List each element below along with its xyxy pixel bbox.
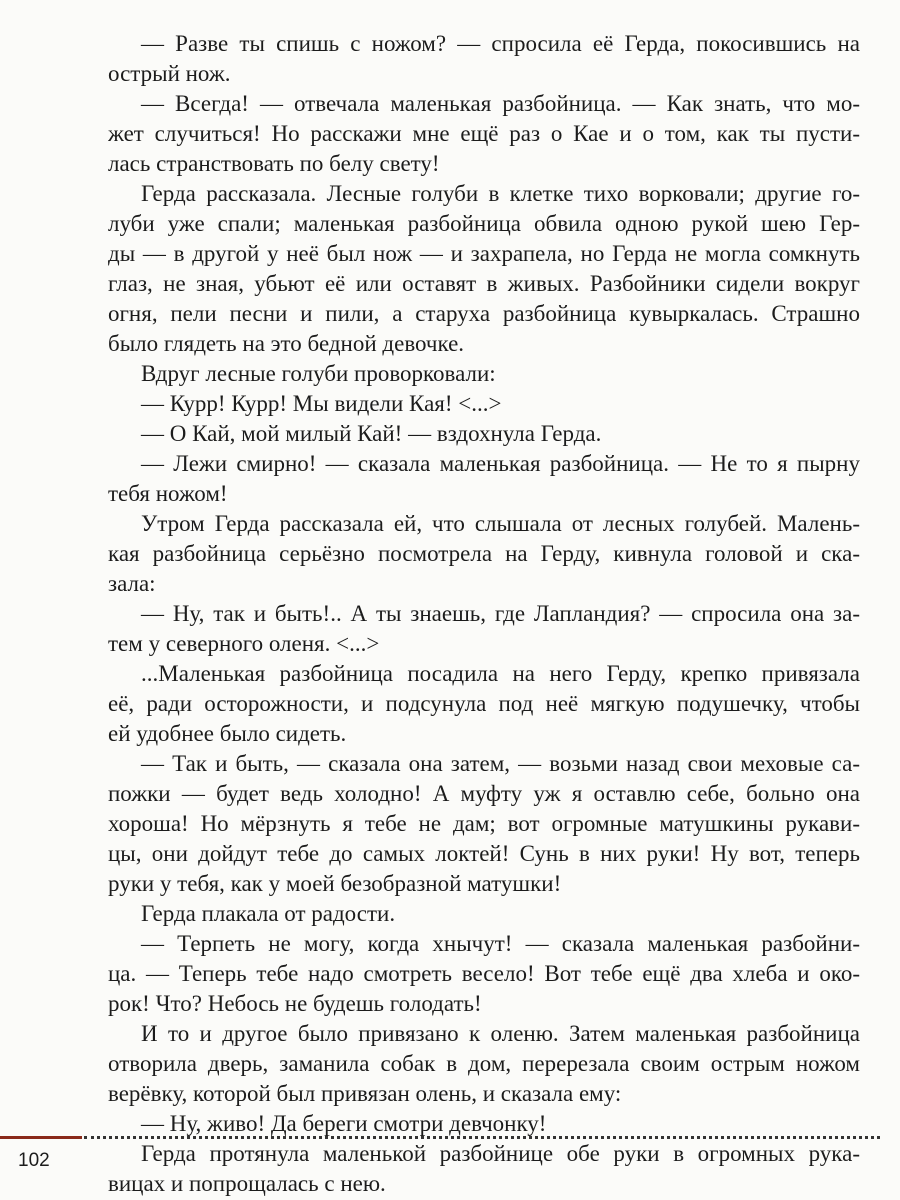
text-line: Герда рассказала. Лесные голуби в клетке тихо ворковали; другие го- [141,181,860,206]
footer-dotted-line [84,1136,880,1139]
text-line: ца. — Теперь тебе надо смотреть весело! Вот тебе ещё два хлеба и око- [108,961,860,986]
text-line: — Так и быть, — сказала она затем, — возьми назад свои меховые са- [141,751,860,776]
text-line: — Всегда! — отвечала маленькая разбойница. — Как знать, что мо- [141,91,860,116]
page-text [108,29,860,1199]
page-number: 102 [18,1150,50,1171]
text-line: — Терпеть не могу, когда хнычут! — сказала маленькая разбойни- [141,931,860,956]
text-line: её, ради осторожности, и подсунула под неё мягкую подушечку, чтобы [108,691,860,716]
text-line: — Курр! Курр! Мы видели Кая! <...> [141,391,502,416]
text-line: огня, пели песни и пили, а старуха разбойница кувыркалась. Страшно [108,301,860,326]
text-line: лась странствовать по белу свету! [108,151,440,176]
text-line: Герда плакала от радости. [141,901,396,926]
footer-divider [0,1136,880,1139]
text-line: руки у тебя, как у моей безобразной матушки! [108,871,562,896]
text-line: — Ну, живо! Да береги смотри девчонку! [141,1111,547,1136]
text-line: тем у северного оленя. <...> [108,631,380,656]
text-line: ...Маленькая разбойница посадила на него Герду, крепко привязала [141,661,860,686]
text-line: ей удобнее было сидеть. [108,721,347,746]
text-line: И то и другое было привязано к оленю. Затем маленькая разбойница [141,1021,860,1046]
text-line: Утром Герда рассказала ей, что слышала от лесных голубей. Малень- [141,511,860,536]
text-line: — Ну, так и быть!.. А ты знаешь, где Лапландия? — спросила она за- [141,601,860,626]
text-line: вицах и попрощалась с нею. [108,1171,386,1196]
text-line: острый нож. [108,61,231,86]
text-line: — О Кай, мой милый Кай! — вздохнула Герда. [141,421,602,446]
text-line: отворила дверь, заманила собак в дом, перерезала своим острым ножом [108,1051,860,1076]
text-line: верёвку, которой был привязан олень, и сказала ему: [108,1081,622,1106]
text-line: луби уже спали; маленькая разбойница обвила одною рукой шею Гер- [108,211,860,236]
text-line: рок! Что? Небось не будешь голодать! [108,991,482,1016]
footer-accent-bar [0,1136,82,1139]
text-line: ды — в другой у неё был нож — и захрапела, но Герда не могла сомкнуть [108,241,860,266]
text-line: пожки — будет ведь холодно! А муфту уж я оставлю себе, больно она [108,781,860,806]
text-line: цы, они дойдут тебе до самых локтей! Сунь в них руки! Ну вот, теперь [108,841,860,866]
text-line: Герда протянула маленькой разбойнице обе руки в огромных рука- [141,1141,860,1166]
text-line: было глядеть на это бедной девочке. [108,331,465,356]
text-line: тебя ножом! [108,481,228,506]
text-line: Вдруг лесные голуби проворковали: [141,361,496,386]
text-line: глаз, не зная, убьют её или оставят в живых. Разбойники сидели вокруг [108,271,860,296]
text-line: — Лежи смирно! — сказала маленькая разбойница. — Не то я пырну [141,451,860,476]
text-line: — Разве ты спишь с ножом? — спросила её Герда, покосившись на [141,31,860,56]
text-line: жет случиться! Но расскажи мне ещё раз о Кае и о том, как ты пусти- [108,121,860,146]
text-line: кая разбойница серьёзно посмотрела на Герду, кивнула головой и ска- [108,541,860,566]
text-line: хороша! Но мёрзнуть я тебе не дам; вот огромные матушкины рукави- [108,811,860,836]
text-line: зала: [108,571,156,596]
